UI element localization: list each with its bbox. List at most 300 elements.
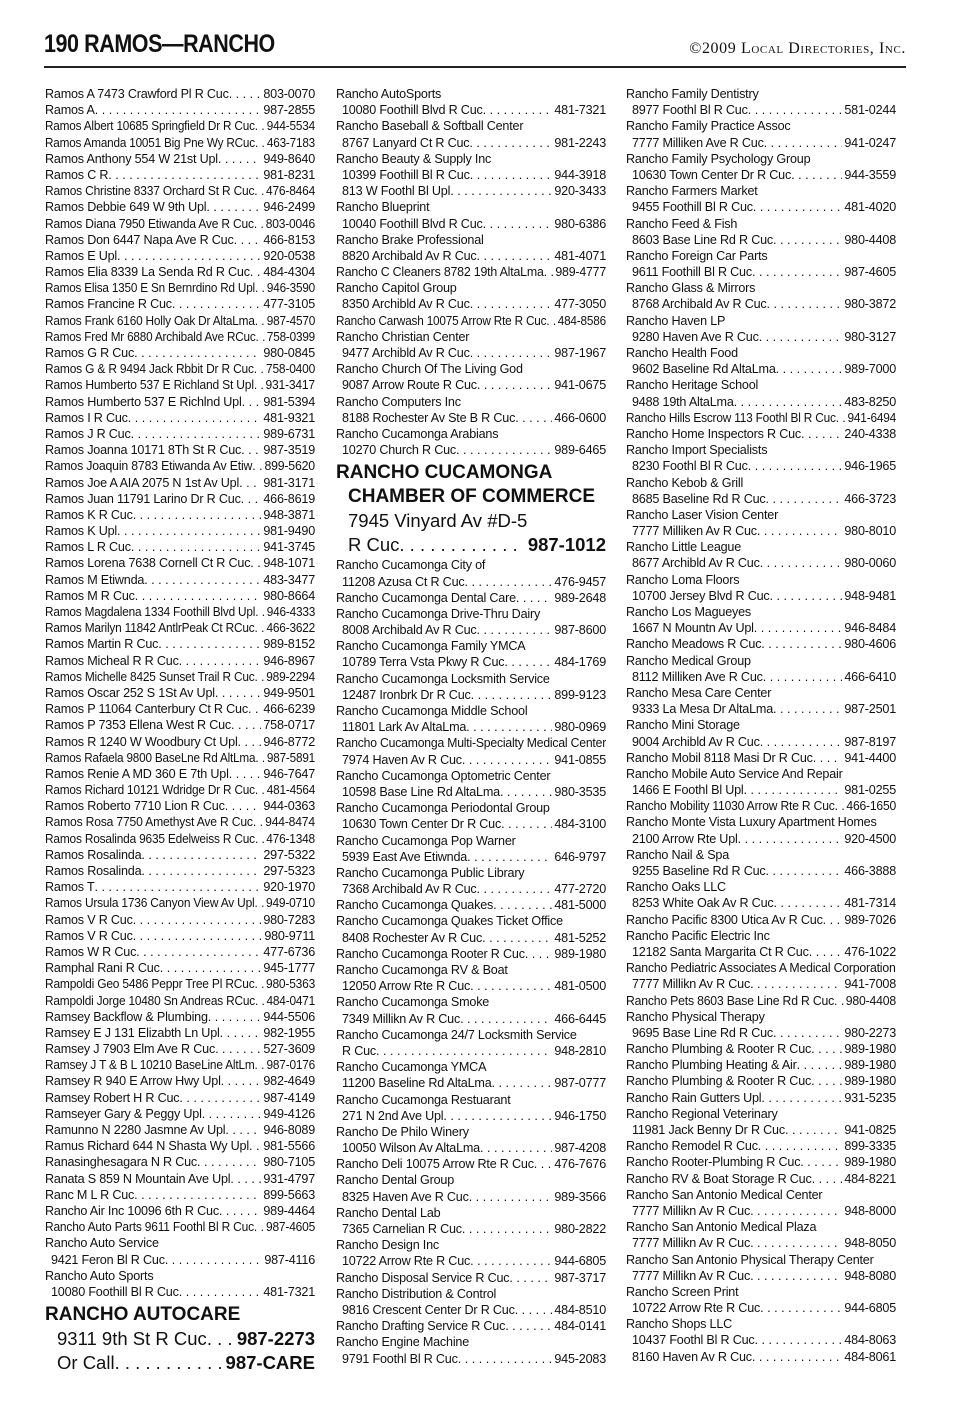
listing-entry	[626, 572, 896, 588]
listing-name: Ramos A 7473 Crawford Pl R Cuc	[45, 87, 229, 101]
listing-entry	[336, 768, 606, 784]
leader-dots	[482, 930, 552, 946]
leader-dots	[458, 1351, 553, 1367]
listing-group	[626, 86, 896, 1365]
listing-entry	[336, 264, 606, 280]
listing-phone: 466-8153	[263, 232, 315, 247]
listing-phone: 946-8089	[263, 1123, 315, 1137]
listing-entry	[45, 377, 315, 393]
listing-entry	[336, 1124, 606, 1140]
listing-name: Rancho San Antonio Medical Plaza	[626, 1220, 817, 1235]
listing-entry	[626, 1138, 896, 1154]
listing-phone: 466-3723	[844, 491, 896, 506]
listing-phone: 466-1650	[846, 799, 897, 814]
listing-name: Ramos E Upl	[45, 248, 117, 263]
listing-phone: 466-8619	[263, 491, 315, 506]
listing-entry	[45, 620, 315, 636]
listing-name: 8188 Rochester Av Ste B R Cuc	[342, 410, 516, 425]
listing-name: Rancho Auto Sports	[45, 1268, 154, 1283]
listing-name: Rancho Christian Center	[336, 329, 470, 344]
leader-dots	[160, 960, 262, 976]
listing-entry	[626, 264, 896, 280]
listing-phone: 803-0070	[263, 87, 315, 101]
listing-entry	[45, 1154, 315, 1170]
leader-dots	[812, 1171, 843, 1187]
listing-entry	[626, 1316, 896, 1332]
listing-entry	[45, 1138, 315, 1154]
listing-entry	[45, 183, 315, 199]
listing-entry	[336, 280, 606, 296]
listing-entry	[45, 491, 315, 507]
leader-dots	[134, 345, 261, 361]
listing-phone: 476-7676	[554, 1157, 606, 1172]
listing-phone: 481-0500	[554, 979, 606, 994]
listing-name: Rancho Hills Escrow 113 Foothl Bl R Cuc	[626, 410, 836, 425]
listing-entry	[45, 296, 315, 312]
listing-entry	[45, 750, 315, 766]
listing-phone: 989-2294	[266, 669, 315, 684]
leader-dots	[202, 1106, 262, 1122]
listing-entry	[626, 539, 896, 555]
ad-alt-label: Or Call	[57, 1352, 115, 1374]
listing-name: Rancho Monte Vista Luxury Apartment Homes	[626, 815, 877, 830]
listing-name: 9816 Crescent Center Dr R Cuc	[342, 1302, 515, 1317]
listing-name: Ramos A	[45, 103, 95, 118]
leader-dots	[255, 750, 265, 766]
ad-phone: 987-2273	[236, 1328, 315, 1350]
listing-name: 8253 White Oak Av R Cuc	[632, 896, 774, 911]
listing-entry	[626, 151, 896, 167]
page-header	[44, 30, 906, 64]
listing-phone: 980-8664	[263, 588, 315, 603]
listing-name: 10437 Foothl Bl R Cuc	[632, 1333, 755, 1348]
listing-name: Rancho De Philo Winery	[336, 1124, 469, 1139]
leader-dots	[255, 118, 265, 134]
leader-dots	[255, 280, 265, 296]
listing-name: 1466 E Foothl Bl Upl	[632, 783, 744, 798]
leader-dots	[476, 248, 552, 264]
leader-dots	[242, 394, 262, 410]
listing-phone: 946-1965	[844, 459, 896, 474]
listing-entry	[45, 199, 315, 215]
listing-name: Ramseyer Gary & Peggy Upl	[45, 1106, 202, 1121]
listing-entry	[626, 1252, 896, 1268]
leader-dots	[834, 993, 844, 1009]
listing-phone: 481-4564	[266, 783, 316, 798]
listing-phone: 945-2083	[554, 1351, 606, 1366]
listing-name: Rancho AutoSports	[336, 87, 442, 101]
listing-entry	[45, 685, 315, 701]
listing-entry	[45, 879, 315, 895]
listing-name: Ramos Rosa 7750 Amethyst Ave R Cuc	[45, 815, 253, 830]
leader-dots	[763, 669, 843, 685]
listing-entry	[626, 831, 896, 847]
listing-name: Ramos Rosalinda	[45, 864, 142, 878]
listing-entry	[45, 167, 315, 183]
listing-name: Rancho Dental Group	[336, 1173, 455, 1188]
listing-entry	[336, 118, 606, 134]
listing-phone: 484-1769	[554, 655, 606, 670]
leader-dots	[750, 1203, 842, 1219]
listing-name: Rancho Health Food	[626, 346, 738, 360]
listing-name: Rancho Medical Group	[626, 653, 751, 668]
leader-dots	[471, 687, 553, 703]
listing-name: Ramos L R Cuc	[45, 540, 131, 555]
listing-name: Rancho Cucamonga Dental Care	[336, 590, 516, 605]
listing-name: 9421 Feron Bl R Cuc	[51, 1252, 165, 1267]
listing-phone: 899-5663	[263, 1187, 315, 1202]
listing-phone: 980-2273	[844, 1025, 896, 1040]
listing-entry	[626, 199, 896, 215]
listing-entry	[626, 814, 896, 830]
listing-name: Rancho Rooter-Plumbing R Cuc	[626, 1155, 801, 1170]
listing-name: 7368 Archibald Av R Cuc	[342, 882, 477, 897]
leader-dots	[515, 410, 552, 426]
listing-entry	[626, 960, 896, 976]
listing-name: 9602 Baseline Rd AltaLma	[632, 362, 776, 377]
leader-dots	[470, 978, 552, 994]
listing-entry	[336, 865, 606, 881]
copyright-notice: ©2009 Local Directories, Inc.	[689, 40, 906, 57]
listing-name: Ranasinghesagara N R Cuc	[45, 1155, 198, 1170]
listing-phone: 899-5620	[264, 459, 315, 474]
ad-chamber-of-commerce	[336, 461, 606, 557]
listing-name: 8768 Archibald Av R Cuc	[632, 297, 767, 312]
listing-entry	[336, 1172, 606, 1188]
listing-phone: 980-4606	[844, 637, 896, 652]
listing-entry	[626, 636, 896, 652]
listing-entry	[336, 1189, 606, 1205]
leader-dots	[464, 574, 552, 590]
listing-name: 813 W Foothl Bl Upl	[342, 184, 451, 199]
listing-phone: 980-0845	[263, 346, 315, 360]
listing-name: Rancho San Antonio Physical Therapy Center	[626, 1252, 874, 1267]
leader-dots	[773, 1025, 842, 1041]
listing-entry	[626, 944, 896, 960]
listing-entry	[336, 816, 606, 832]
listing-entry	[336, 897, 606, 913]
listing-phone: 980-7283	[263, 912, 315, 927]
listing-entry	[336, 1205, 606, 1221]
listing-name: Rancho Blueprint	[336, 200, 430, 215]
leader-dots	[505, 1318, 552, 1334]
listing-entry	[626, 1122, 896, 1138]
leader-dots	[770, 588, 843, 604]
listing-entry	[45, 361, 315, 377]
listing-phone: 484-8221	[844, 1171, 896, 1186]
listing-name: Rancho Brake Professional	[336, 232, 484, 247]
leader-dots	[255, 604, 265, 620]
listing-entry	[626, 1090, 896, 1106]
listing-phone: 987-8197	[844, 734, 896, 749]
listing-phone: 948-8000	[844, 1203, 896, 1218]
listing-name: Rancho Computers Inc	[336, 394, 461, 409]
listing-entry	[336, 102, 606, 118]
leader-dots	[141, 863, 261, 879]
leader-dots	[136, 944, 261, 960]
listing-name: Ramos I R Cuc	[45, 410, 128, 425]
leader-dots	[467, 849, 552, 865]
leader-dots	[516, 590, 552, 606]
listing-phone: 484-8510	[554, 1302, 606, 1317]
listing-name: Rancho Import Specialists	[626, 443, 768, 458]
listing-name: Rancho Cucamonga Quakes	[336, 898, 494, 913]
listing-name: Ramos Rafaela 9800 BaseLne Rd AltLma	[45, 750, 256, 765]
listing-entry	[626, 313, 896, 329]
listing-name: Ramos P 7353 Ellena West R Cuc	[45, 718, 232, 733]
leader-dots	[179, 1090, 261, 1106]
listing-name: 11208 Azusa Ct R Cuc	[342, 574, 465, 589]
leader-dots	[811, 1073, 842, 1089]
listing-phone: 946-8772	[263, 734, 315, 749]
listing-name: Ramsey J 7903 Elm Ave R Cuc	[45, 1042, 216, 1057]
listing-entry	[45, 944, 315, 960]
listing-phone: 920-3433	[554, 184, 606, 199]
listing-name: Rancho Deli 10075 Arrow Rte R Cuc	[336, 1157, 534, 1172]
leader-dots	[809, 944, 843, 960]
listing-name: Ramos Diana 7950 Etiwanda Ave R Cuc	[45, 216, 254, 231]
listing-entry	[336, 1092, 606, 1108]
leader-dots	[219, 1203, 261, 1219]
listing-entry	[626, 216, 896, 232]
listing-entry	[336, 426, 606, 442]
listing-entry	[45, 895, 315, 911]
listing-phone: 481-7321	[263, 1284, 315, 1299]
leader-dots	[544, 264, 554, 280]
ad-alt-phone: 987-CARE	[225, 1352, 315, 1374]
listing-entry	[45, 458, 315, 474]
listing-phone: 944-8474	[265, 815, 315, 830]
listing-entry	[45, 1171, 315, 1187]
listing-entry	[45, 475, 315, 491]
listing-entry	[336, 296, 606, 312]
listing-name: Rancho Cucamonga Optometric Center	[336, 768, 551, 783]
leader-dots	[254, 377, 264, 393]
leader-dots	[197, 1154, 261, 1170]
leader-dots	[509, 1270, 552, 1286]
leader-dots	[254, 216, 264, 232]
listing-name: 10630 Town Center Dr R Cuc	[632, 167, 792, 182]
listing-phone: 987-2501	[844, 702, 896, 717]
listing-entry	[45, 280, 315, 296]
leader-dots	[470, 1253, 552, 1269]
listing-name: Rancho Screen Print	[626, 1284, 739, 1299]
listing-phone: 466-6239	[263, 702, 315, 717]
listing-name: Ramos Michelle 8425 Sunset Trail R Cuc	[45, 669, 255, 684]
listing-name: Rancho Foreign Car Parts	[626, 248, 768, 263]
leader-dots	[255, 782, 265, 798]
listing-name: Rancho Auto Parts 9611 Foothl Bl R Cuc	[45, 1220, 254, 1235]
listing-entry	[45, 928, 315, 944]
listing-name: Ramos Richard 10121 Wdridge Dr R Cuc	[45, 783, 255, 798]
listing-entry	[336, 1075, 606, 1091]
listing-entry	[45, 118, 315, 134]
ad-address: 7945 Vinyard Av #D-5	[348, 510, 528, 532]
leader-dots	[466, 719, 552, 735]
listing-entry	[626, 1284, 896, 1300]
listing-entry	[45, 410, 315, 426]
listing-entry	[626, 766, 896, 782]
listing-name: Rancho Family Dentistry	[626, 87, 759, 101]
listing-entry	[626, 1171, 896, 1187]
listing-entry	[626, 653, 896, 669]
leader-dots	[252, 458, 262, 474]
listing-entry	[626, 588, 896, 604]
listing-phone: 941-7008	[844, 977, 896, 992]
listing-name: Rancho Los Magueyes	[626, 605, 752, 619]
leader-dots	[253, 814, 263, 830]
leader-dots	[133, 507, 262, 523]
listing-phone: 481-4020	[844, 200, 896, 215]
listing-name: 9477 Archibld Av R Cuc	[342, 346, 470, 360]
listing-phone: 466-3622	[266, 621, 316, 636]
leader-dots	[215, 1041, 261, 1057]
leader-dots	[766, 296, 842, 312]
listing-name: Rancho Cucamonga Locksmith Service	[336, 671, 550, 686]
leader-dots	[256, 329, 266, 345]
leader-dots	[744, 782, 843, 798]
listing-name: 9280 Haven Ave R Cuc	[632, 329, 759, 344]
listing-entry	[626, 475, 896, 491]
listing-entry	[45, 701, 315, 717]
listing-phone: 899-9123	[554, 687, 606, 702]
listing-phone: 758-0400	[265, 362, 316, 377]
leader-dots	[492, 1075, 553, 1091]
leader-dots	[165, 1252, 263, 1268]
listing-entry	[626, 507, 896, 523]
listing-entry	[626, 329, 896, 345]
listing-entry	[45, 135, 315, 151]
listing-phone: 944-3918	[554, 167, 606, 182]
listing-name: Rancho Beauty & Supply Inc	[336, 151, 492, 166]
listing-name: Ramos Elia 8339 La Senda Rd R Cuc	[45, 265, 250, 280]
listing-name: Rancho Mobility 11030 Arrow Rte R Cuc	[626, 799, 835, 814]
listing-name: Ramos Ursula 1736 Canyon View Av Upl	[45, 896, 255, 911]
leader-dots	[750, 1268, 842, 1284]
listing-name: Rancho Remodel R Cuc	[626, 1139, 758, 1154]
listing-name: Rancho Air Inc 10096 6th R Cuc	[45, 1203, 219, 1218]
listing-entry	[336, 1221, 606, 1237]
listing-phone: 946-2499	[263, 200, 315, 215]
leader-dots	[534, 1156, 553, 1172]
listing-phone: 481-4071	[554, 248, 606, 263]
listing-entry	[336, 1011, 606, 1027]
leader-dots	[254, 361, 264, 377]
listing-name: Rancho Design Inc	[336, 1238, 440, 1253]
listing-phone: 989-7026	[844, 912, 896, 927]
leader-dots	[755, 1332, 843, 1348]
listing-name: Ramos Martin R Cuc	[45, 637, 159, 652]
listing-name: 11200 Baseline Rd AltaLma	[342, 1076, 492, 1091]
listing-phone: 989-1980	[554, 946, 606, 961]
ad-phone: 987-1012	[527, 534, 606, 556]
listing-name: Rancho Dental Lab	[336, 1205, 441, 1220]
listing-entry	[45, 1268, 315, 1284]
listing-name: 8112 Milliken Ave R Cuc	[632, 669, 763, 684]
listing-phone: 476-1348	[266, 831, 315, 846]
listing-entry	[626, 701, 896, 717]
listing-phone: 477-2720	[554, 882, 606, 897]
listing-name: Rancho Disposal Service R Cuc	[336, 1270, 510, 1285]
listing-name: Rancho Pacific 8300 Utica Av R Cuc	[626, 912, 823, 927]
listing-phone: 948-2810	[554, 1043, 606, 1058]
leader-dots	[229, 86, 262, 102]
listing-name: Ramunno N 2280 Jasmne Av Upl	[45, 1123, 226, 1137]
listing-entry	[626, 750, 896, 766]
listing-name: Rancho Heritage School	[626, 378, 759, 393]
listing-entry	[45, 1106, 315, 1122]
listing-entry	[45, 216, 315, 232]
listing-entry	[336, 687, 606, 703]
listing-entry	[626, 1219, 896, 1235]
leader-dots	[785, 1122, 842, 1138]
listing-name: Rancho Cucamonga Restuarant	[336, 1092, 511, 1107]
listing-name: Ramos Frank 6160 Holly Oak Dr AltaLma	[45, 313, 255, 328]
listing-name: 9611 Foothill Bl R Cuc	[632, 265, 752, 280]
listing-name: Ramos G & R 9494 Jack Rbbit Dr R Cuc	[45, 362, 254, 377]
listing-name: Rancho Capitol Group	[336, 281, 457, 296]
leader-dots	[255, 135, 265, 151]
listing-entry	[45, 1041, 315, 1057]
listing-entry	[626, 345, 896, 361]
listing-phone: 987-4149	[263, 1090, 315, 1105]
listing-name: Ramos Rosalinda 9635 Edelweiss R Cuc	[45, 831, 255, 846]
listing-entry	[626, 895, 896, 911]
leader-dots	[748, 458, 843, 474]
leader-dots	[776, 361, 843, 377]
ad-address: 9311 9th St R Cuc	[57, 1328, 207, 1350]
ad-address-line	[45, 1327, 315, 1351]
leader-dots	[108, 167, 261, 183]
listing-name: Rancho Mesa Care Center	[626, 685, 772, 700]
leader-dots	[254, 1219, 264, 1235]
listing-entry	[626, 167, 896, 183]
leader-dots	[480, 1140, 552, 1156]
listing-entry	[626, 863, 896, 879]
leader-dots	[215, 685, 262, 701]
listing-name: Rancho Church Of The Living God	[336, 362, 523, 377]
listing-entry	[45, 960, 315, 976]
column-1	[45, 86, 315, 1375]
listing-entry	[626, 491, 896, 507]
listing-entry	[336, 1318, 606, 1334]
listing-phone: 484-4304	[263, 265, 315, 280]
listing-entry	[336, 962, 606, 978]
listing-entry	[45, 426, 315, 442]
listing-phone: 989-1980	[844, 1074, 896, 1089]
listing-name: Ramos Albert 10685 Springfield Dr R Cuc	[45, 119, 255, 134]
listing-entry	[626, 669, 896, 685]
listing-name: 7974 Haven Av R Cuc	[342, 752, 462, 767]
listing-entry	[336, 671, 606, 687]
listing-entry	[626, 1235, 896, 1251]
listing-entry	[336, 946, 606, 962]
listing-name: Rancho Cucamonga 24/7 Locksmith Service	[336, 1027, 577, 1042]
leader-dots	[483, 102, 553, 118]
listing-entry	[336, 329, 606, 345]
leader-dots	[823, 912, 843, 928]
listing-entry	[626, 782, 896, 798]
leader-dots	[773, 895, 842, 911]
listing-name: 8677 Archibld Av R Cuc	[632, 556, 760, 571]
listing-phone: 981-8231	[263, 167, 315, 182]
listing-name: 2100 Arrow Rte Upl	[632, 831, 738, 846]
listing-name: 8685 Baseline Rd R Cuc	[632, 491, 766, 506]
listing-name: Ramos Renie A MD 360 E 7th Upl	[45, 766, 229, 781]
listing-phone: 949-8640	[263, 151, 315, 166]
listing-name: Rancho Loma Floors	[626, 572, 740, 587]
leader-dots	[734, 394, 843, 410]
